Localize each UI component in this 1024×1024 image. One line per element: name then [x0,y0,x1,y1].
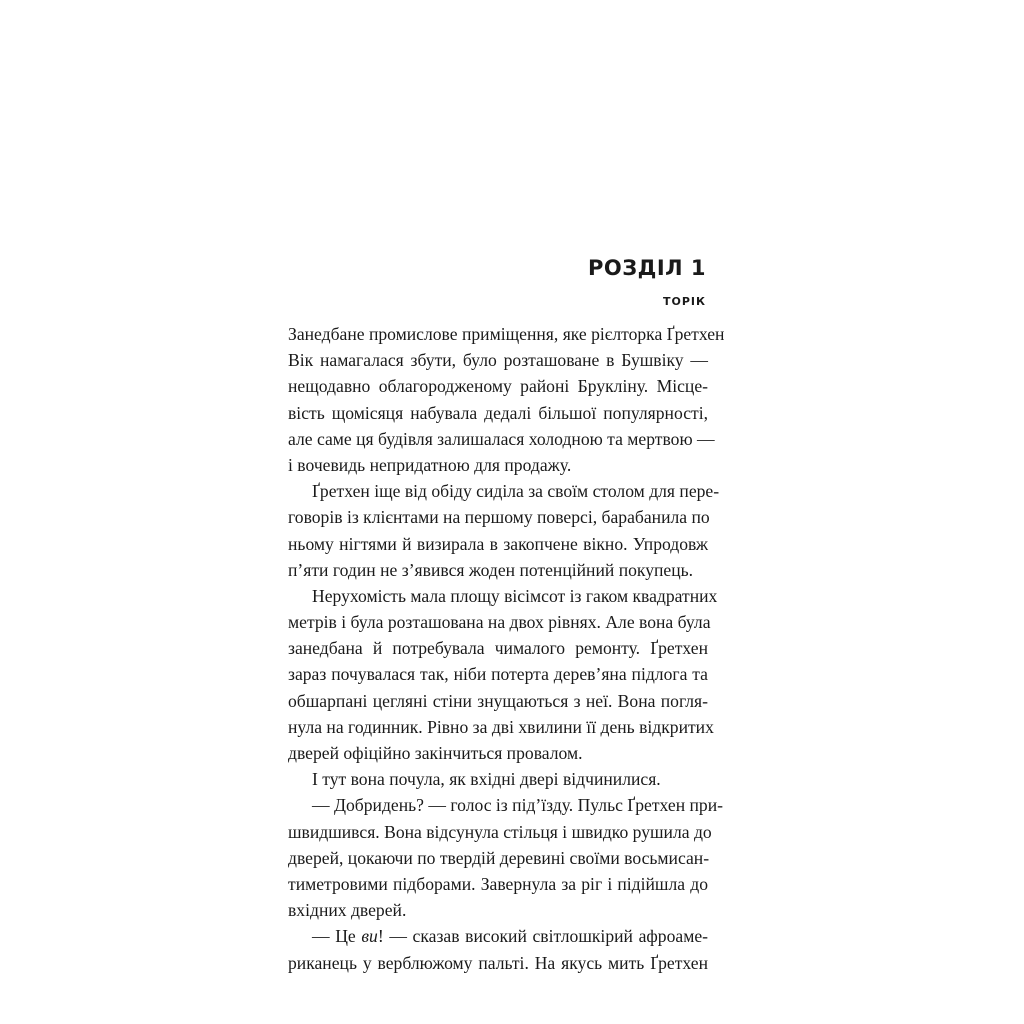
text-line: обшарпані цегляні стіни знущаються з неї. Вона погля- [288,690,708,711]
text-line: тиметровими підборами. Завернула за ріг і підійшла до [288,873,708,894]
text-segment: ! — сказав високий світлошкірий афроаме- [377,926,708,947]
italic-word: ви [361,926,378,947]
text-segment: — Це [312,926,362,947]
text-line: і вочевидь непридатною для продажу. [288,454,572,475]
text-line: говорів із клієнтами на першому поверсі, барабанила по [288,507,710,528]
text-line: вхідних дверей. [288,900,407,921]
text-line: риканець у верблюжому пальті. На якусь мить Ґретхен [288,952,708,973]
chapter-title: РОЗДІЛ 1 [587,256,706,280]
text-line: метрів і була розташована на двох рівнях. Але вона була [288,612,711,633]
text-line: зараз почувалася так, ніби потерта дерев’яна підлога та [288,664,708,685]
text-line: вість щомісяця набувала дедалі більшої популярності, [288,402,708,423]
text-line: Занедбане промислове приміщення, яке рієлторка Ґретхен [288,324,725,344]
body-text [288,321,725,976]
text-line: нещодавно облагородженому районі Брукліну. Місце- [288,376,708,397]
text-line: нула на годинник. Рівно за дві хвилини її день відкритих [288,716,714,737]
text-line: Ґретхен іще від обіду сиділа за своїм столом для пере- [312,481,720,502]
text-line: дверей офіційно закінчиться провалом. [288,743,583,763]
chapter-subtitle: ТОРІК [662,295,706,308]
text-line: але саме ця будівля залишалася холодною та мертвою — [288,428,715,449]
text-line: дверей, цокаючи по твердій деревині своїми восьмисан- [288,847,710,868]
text-line: Нерухомість мала площу вісімсот із гаком квадратних [312,585,718,606]
text-line: занедбана й потребувала чималого ремонту. Ґретхен [288,638,708,659]
text-line: швидшився. Вона відсунула стільця і швидко рушила до [288,821,712,842]
text-line: — Добридень? — голос із під’їзду. Пульс Ґретхен при- [312,795,723,816]
text-line: І тут вона почула, як вхідні двері відчинилися. [312,769,661,790]
text-line [288,923,708,949]
text-line: ньому нігтями й визирала в закопчене вікно. Упродовж [288,533,708,554]
text-line: Вік намагалася збути, було розташоване в Бушвіку — [288,350,708,371]
text-line: п’яти годин не з’явився жоден потенційний покупець. [288,559,694,580]
